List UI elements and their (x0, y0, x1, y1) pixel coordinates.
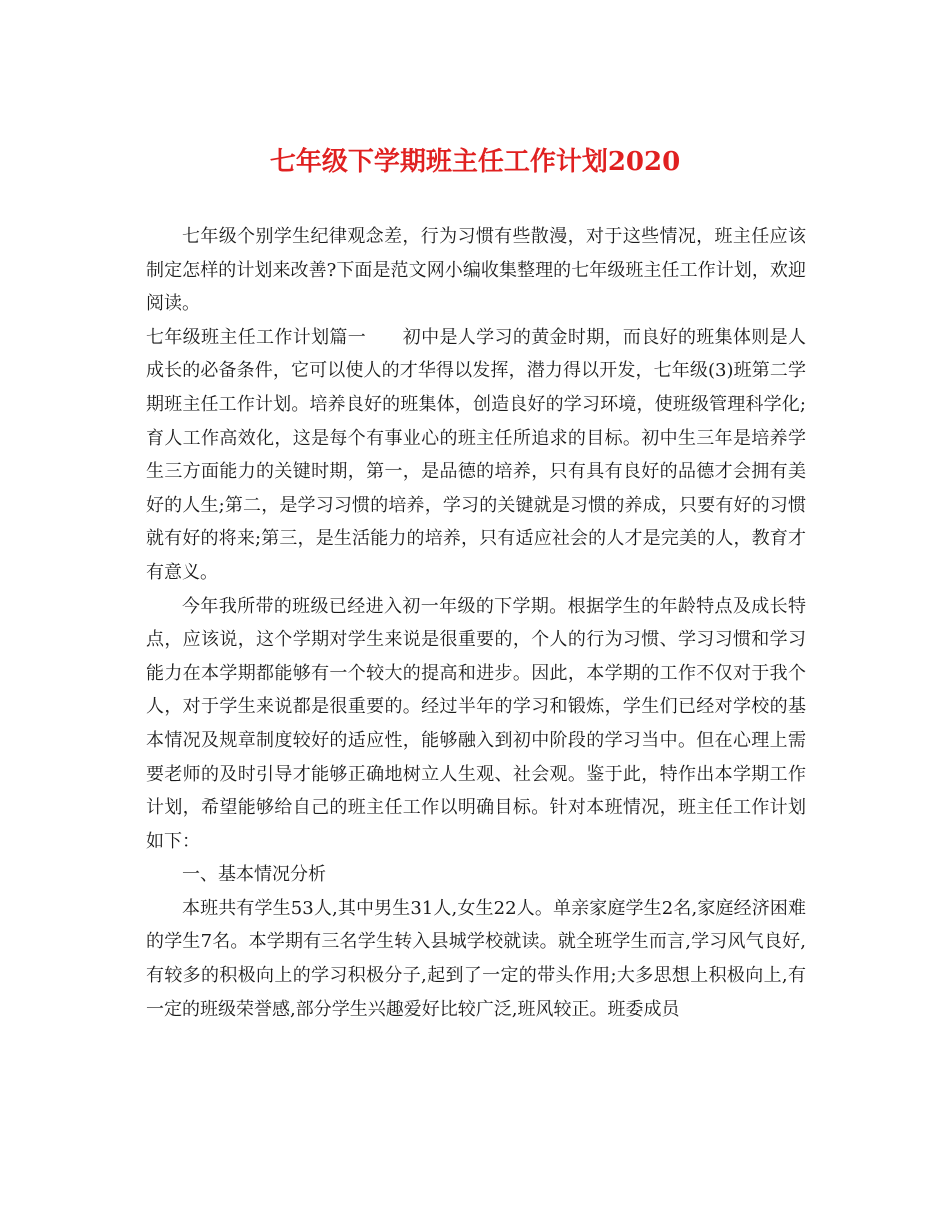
section-heading-basic-analysis: 一、基本情况分析 (182, 864, 326, 886)
intro-paragraph: 七年级个别学生纪律观念差，行为习惯有些散漫，对于这些情况，班主任应该制定怎样的计划来改善?下面是范文网小编收集整理的七年级班主任工作计划，欢迎阅读。 (146, 226, 806, 315)
document-title: 七年级下学期班主任工作计划2020 (269, 147, 681, 177)
class-info-paragraph: 本班共有学生53人,其中男生31人,女生22人。单亲家庭学生2名,家庭经济困难的学生7名。本学期有三名学生转入县城学校就读。就全班学生而言,学习风气良好,有较多的积极向上的学习积极分子,起到了一定的带头作用;大多思想上积极向上,有一定的班级荣誉感,部分学生兴趣爱好比较广泛,班风较正。班委成员 (146, 897, 806, 1020)
semester-paragraph: 今年我所带的班级已经进入初一年级的下学期。根据学生的年龄特点及成长特点，应该说，这个学期对学生来说是很重要的，个人的行为习惯、学习习惯和学习能力在本学期都能够有一个较大的提高和进步。因此，本学期的工作不仅对于我个人，对于学生来说都是很重要的。经过半年的学习和锻炼，学生们已经对学校的基本情况及规章制度较好的适应性，能够融入到初中阶段的学习当中。但在心理上需要老师的及时引导才能够正确地树立人生观、社会观。鉴于此，特作出本学期工作计划，希望能够给自己的班主任工作以明确目标。针对本班情况，班主任工作计划如下： (146, 595, 806, 852)
document-body (146, 220, 806, 1026)
section-one-paragraph: 七年级班主任工作计划篇一 初中是人学习的黄金时期，而良好的班集体则是人成长的必备条件，它可以使人的才华得以发挥，潜力得以开发，七年级(3)班第二学期班主任工作计划。培养良好的班集体，创造良好的学习环境，使班级管理科学化;育人工作高效化，这是每个有事业心的班主任所追求的目标。初中生三年是培养学生三方面能力的关键时期，第一，是品德的培养，只有具有良好的品德才会拥有美好的人生;第二，是学习习惯的培养，学习的关键就是习惯的养成，只要有好的习惯就有好的将来;第三，是生活能力的培养，只有适应社会的人才是完美的人，教育才有意义。 (146, 326, 806, 583)
